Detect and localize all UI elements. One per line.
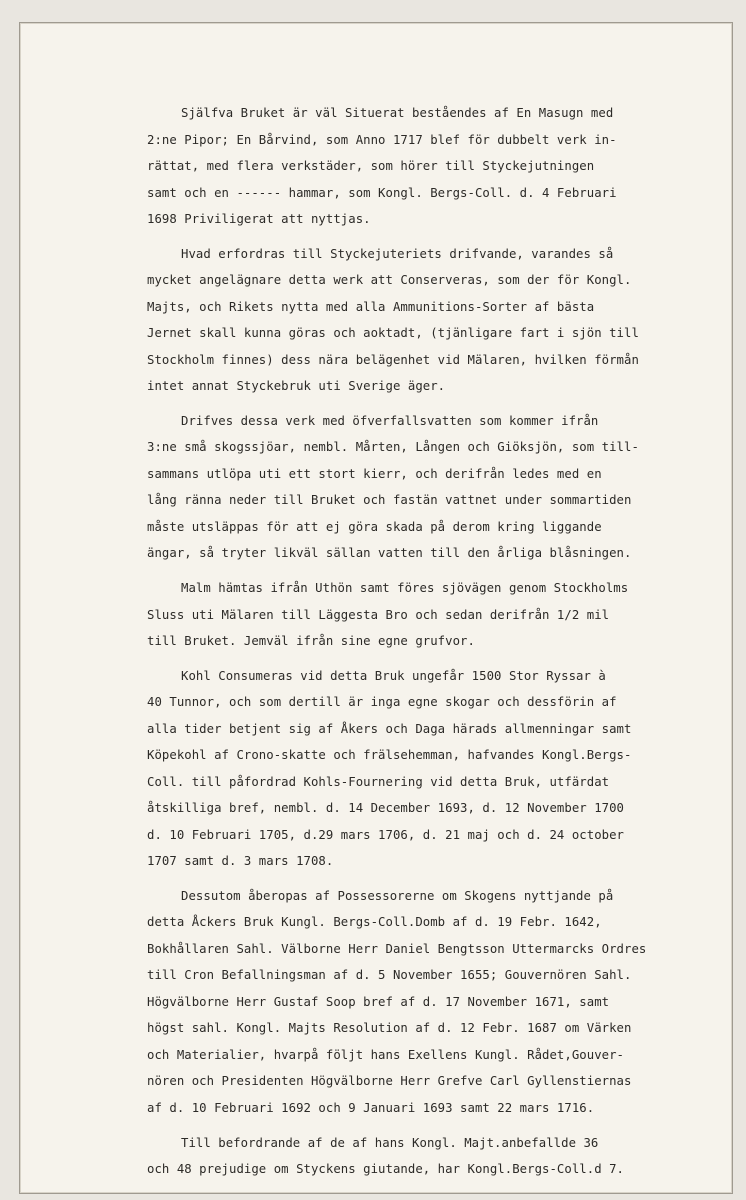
text-line: Bokhållaren Sahl. Välborne Herr Daniel Bengtsson Uttermarcks Ordres: [147, 941, 647, 956]
text-line: af d. 10 Februari 1692 och 9 Januari 1693 samt 22 mars 1716.: [147, 1100, 595, 1115]
text-line: detta Åckers Bruk Kungl. Bergs-Coll.Domb af d. 19 Febr. 1642,: [147, 915, 602, 930]
text-line: intet annat Styckebruk uti Sverige äger.: [147, 379, 446, 394]
typed-text-body: [147, 100, 707, 1191]
paragraph-cannon-casting: [147, 1130, 707, 1183]
text-line: Malm hämtas ifrån Uthön samt föres sjövägen genom Stockholms: [181, 581, 629, 596]
text-line: Jernet skall kunna göras och aoktadt, (tjänligare fart i sjön till: [147, 326, 639, 341]
text-line: måste utsläppas för att ej göra skada på derom kring liggande: [147, 519, 602, 534]
paragraph-ore-transport: [147, 575, 707, 655]
text-line: till Bruket. Jemväl ifrån sine egne grufvor.: [147, 634, 475, 649]
paragraph-charcoal: [147, 663, 707, 875]
text-line: d. 10 Februari 1705, d.29 mars 1706, d. 21 maj och d. 24 october: [147, 827, 625, 842]
text-line: Hvad erfordras till Styckejuteriets drifvande, varandes så: [181, 246, 614, 261]
text-line: nören och Presidenten Högvälborne Herr Grefve Carl Gyllenstiernas: [147, 1074, 632, 1089]
text-line: Till befordrande af de af hans Kongl. Majt.anbefallde 36: [181, 1135, 599, 1150]
text-line: 1698 Priviligerat att nyttjas.: [147, 212, 371, 226]
text-line: och Materialier, hvarpå följt hans Exellens Kungl. Rådet,Gouver-: [147, 1047, 625, 1062]
paragraph-bruket-description: [147, 100, 707, 233]
paragraph-forest-rights: [147, 883, 707, 1122]
paragraph-styckejuteri: [147, 241, 707, 400]
text-line: Högvälborne Herr Gustaf Soop bref af d. 17 November 1671, samt: [147, 994, 610, 1009]
text-line: Majts, och Rikets nytta med alla Ammunitions-Sorter af bästa: [147, 299, 595, 314]
text-line: och 48 prejudige om Styckens giutande, har Kongl.Bergs-Coll.d 7.: [147, 1162, 625, 1177]
text-line: 40 Tunnor, och som dertill är inga egne skogar och dessförin af: [147, 695, 617, 710]
text-line: 2:ne Pipor; En Bårvind, som Anno 1717 blef för dubbelt verk in-: [147, 132, 617, 147]
paragraph-water-supply: [147, 408, 707, 567]
text-line: Stockholm finnes) dess nära belägenhet vid Mälaren, hvilken förmån: [147, 352, 639, 367]
text-line: lång ränna neder till Bruket och fastän vattnet under sommartiden: [147, 493, 632, 508]
text-line: Kohl Consumeras vid detta Bruk ungefår 1500 Stor Ryssar à: [181, 668, 606, 683]
text-line: Köpekohl af Crono-skatte och frälsehemman, hafvandes Kongl.Bergs-: [147, 748, 632, 763]
text-line: till Cron Befallningsman af d. 5 November 1655; Gouvernören Sahl.: [147, 968, 632, 983]
text-line: mycket angelägnare detta werk att Conserveras, som der för Kongl.: [147, 273, 632, 288]
text-line: högst sahl. Kongl. Majts Resolution af d. 12 Febr. 1687 om Värken: [147, 1021, 632, 1036]
text-line: Coll. till påfordrad Kohls-Fournering vid detta Bruk, utfärdat: [147, 774, 610, 789]
text-line: rättat, med flera verkstäder, som hörer till Styckejutningen: [147, 159, 595, 173]
text-line: åtskilliga bref, nembl. d. 14 December 1693, d. 12 November 1700: [147, 801, 625, 816]
text-line: samt och en ------ hammar, som Kongl. Bergs-Coll. d. 4 Februari: [147, 185, 617, 200]
text-line: Dessutom åberopas af Possessorerne om Skogens nyttjande på: [181, 888, 614, 903]
text-line: ängar, så tryter likväl sällan vatten till den årliga blåsningen.: [147, 546, 632, 561]
text-line: 1707 samt d. 3 mars 1708.: [147, 854, 334, 869]
text-line: Sluss uti Mälaren till Läggesta Bro och sedan derifrån 1/2 mil: [147, 607, 610, 622]
text-line: Drifves dessa verk med öfverfallsvatten som kommer ifrån: [181, 413, 599, 428]
text-line: sammans utlöpa uti ett stort kierr, och derifrån ledes med en: [147, 466, 602, 481]
text-line: Själfva Bruket är väl Situerat beståendes af En Masugn med: [181, 106, 614, 120]
text-line: alla tider betjent sig af Åkers och Daga härads allmenningar samt: [147, 721, 632, 736]
document-page: [19, 22, 733, 1194]
text-line: 3:ne små skogssjöar, nembl. Mårten, Lången och Giöksjön, som till-: [147, 440, 639, 455]
